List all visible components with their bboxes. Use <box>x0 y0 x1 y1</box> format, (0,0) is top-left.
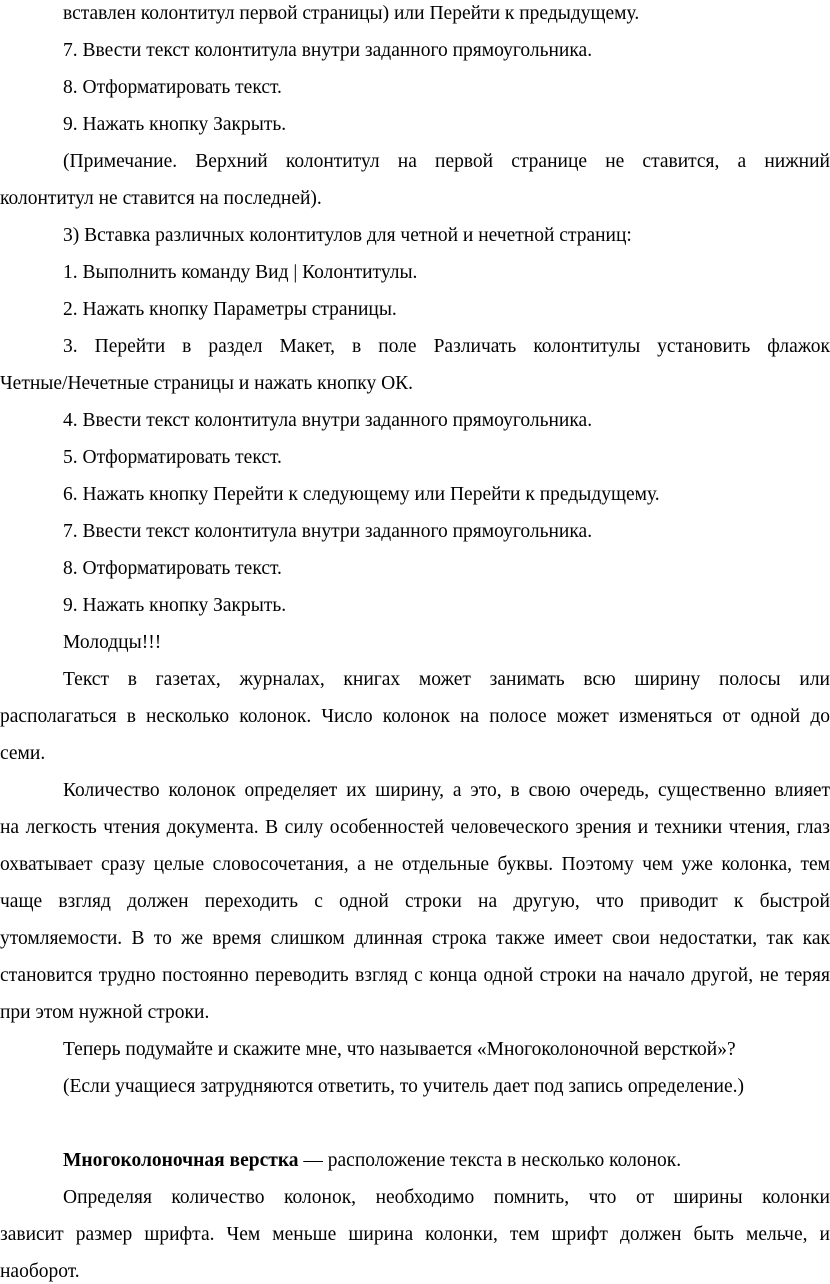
text-line: 7. Ввести текст колонтитула внутри заданного прямоугольника. <box>63 521 593 542</box>
text-line: охватывает сразу целые словосочетания, а не отдельные буквы. Поэтому чем уже колонка, тем <box>0 854 830 875</box>
text-line: становится трудно постоянно переводить взгляд с конца одной строки на начало другой, не теряя <box>0 965 830 986</box>
text-line: утомляемости. В то же время слишком длинная строка также имеет свои недостатки, так как <box>0 928 830 949</box>
text-line: вставлен колонтитул первой страницы) или Перейти к предыдущему. <box>63 3 640 24</box>
text-line: Четные/Нечетные страницы и нажать кнопку ОК. <box>0 373 414 394</box>
text-line: 5. Отформатировать текст. <box>63 447 282 468</box>
text-line: зависит размер шрифта. Чем меньше ширина колонки, тем шрифт должен быть мельче, и <box>0 1224 830 1245</box>
text-line: 2. Нажать кнопку Параметры страницы. <box>63 299 397 320</box>
text-line: Текст в газетах, журналах, книгах может занимать всю ширину полосы или <box>63 669 830 690</box>
text-line: 3) Вставка различных колонтитулов для четной и нечетной страниц: <box>63 225 632 246</box>
text-line: располагаться в несколько колонок. Число колонок на полосе может изменяться от одной до <box>0 706 830 727</box>
text-line: 6. Нажать кнопку Перейти к следующему или Перейти к предыдущему. <box>63 484 660 505</box>
text-line: наоборот. <box>0 1261 80 1282</box>
text-line: 1. Выполнить команду Вид | Колонтитулы. <box>63 262 418 283</box>
text-line: (Примечание. Верхний колонтитул на первой странице не ставится, а нижний <box>63 151 830 172</box>
definition-text: — расположение текста в несколько колонок. <box>298 1150 682 1171</box>
text-line: 3. Перейти в раздел Макет, в поле Различать колонтитулы установить флажок <box>63 336 830 357</box>
definition-line <box>0 1149 816 1173</box>
text-line: семи. <box>0 743 46 764</box>
text-line: Определяя количество колонок, необходимо помнить, что от ширины колонки <box>63 1187 830 1208</box>
text-line: 9. Нажать кнопку Закрыть. <box>63 595 287 616</box>
text-line: 4. Ввести текст колонтитула внутри заданного прямоугольника. <box>63 410 593 431</box>
text-line: 8. Отформатировать текст. <box>63 558 282 579</box>
text-line: Молодцы!!! <box>63 632 162 653</box>
text-line: Теперь подумайте и скажите мне, что называется «Многоколоночной версткой»? <box>63 1039 736 1060</box>
text-line: Количество колонок определяет их ширину, а это, в свою очередь, существенно влияет <box>63 780 830 801</box>
text-line: чаще взгляд должен переходить с одной строки на другую, что приводит к быстрой <box>0 891 830 912</box>
definition-term: Многоколоночная верстка <box>63 1150 299 1171</box>
text-line: 8. Отформатировать текст. <box>63 77 282 98</box>
text-line: на легкость чтения документа. В силу особенностей человеческого зрения и техники чтения, глаз <box>0 817 830 838</box>
text-line: 9. Нажать кнопку Закрыть. <box>63 114 287 135</box>
text-line: при этом нужной строки. <box>0 1002 210 1023</box>
text-line: (Если учащиеся затрудняются ответить, то учитель дает под запись определение.) <box>63 1076 745 1097</box>
text-line: 7. Ввести текст колонтитула внутри заданного прямоугольника. <box>63 40 593 61</box>
text-line: колонтитул не ставится на последней). <box>0 188 322 209</box>
